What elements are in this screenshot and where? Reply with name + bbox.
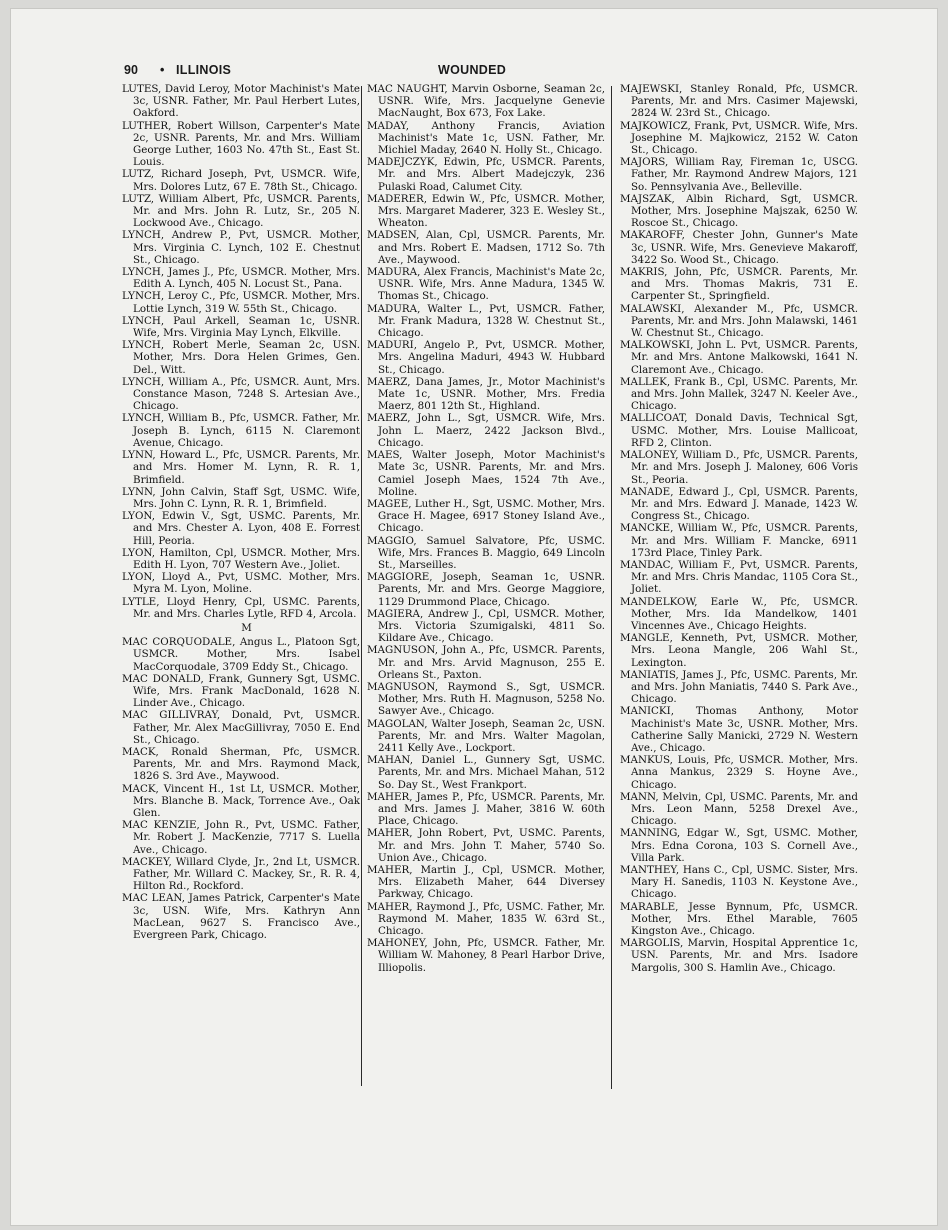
list-entry: MADAY, Anthony Francis, Aviation Machinist's Mate 1c, USN. Father, Mr. Michiel Maday, 2640 N. Holly St., Chicago. (367, 119, 605, 157)
list-entry: MAGNUSON, John A., Pfc, USMCR. Parents, Mr. and Mrs. Arvid Magnuson, 255 E. Orleans St., Paxton. (367, 644, 605, 681)
list-entry: MAKAROFF, Chester John, Gunner's Mate 3c, USNR. Wife, Mrs. Genevieve Makaroff, 3422 So. Wood St., Chicago. (620, 229, 858, 266)
list-entry: MAJKOWICZ, Frank, Pvt, USMCR. Wife, Mrs. Josephine M. Majkowicz, 2152 W. Caton St., Chicago. (620, 119, 858, 157)
list-entry: MANNING, Edgar W., Sgt, USMC. Mother, Mrs. Edna Corona, 103 S. Cornell Ave., Villa Park. (620, 827, 858, 864)
list-entry: MAC GILLIVRAY, Donald, Pvt, USMCR. Father, Mr. Alex MacGillivray, 7050 E. End St., Chicago. (122, 709, 360, 746)
column-divider (611, 86, 612, 1089)
list-entry: MANDAC, William F., Pvt, USMCR. Parents, Mr. and Mrs. Chris Mandac, 1105 Cora St., Joliet. (620, 558, 858, 596)
list-entry: MANADE, Edward J., Cpl, USMCR. Parents, Mr. and Mrs. Edward J. Manade, 1423 W. Congress St., Chicago. (620, 485, 858, 523)
list-entry: MALKOWSKI, John L. Pvt, USMCR. Parents, Mr. and Mrs. Antone Malkowski, 1641 N. Claremont Ave., Chicago. (620, 339, 858, 376)
list-entry: MAHER, Raymond J., Pfc, USMC. Father, Mr. Raymond M. Maher, 1835 W. 63rd St., Chicago. (367, 900, 605, 938)
list-entry: MANGLE, Kenneth, Pvt, USMCR. Mother, Mrs. Leona Mangle, 206 Wahl St., Lexington. (620, 632, 858, 669)
list-entry: MADEJCZYK, Edwin, Pfc, USMCR. Parents, Mr. and Mrs. Albert Madejczyk, 236 Pulaski Road, Calumet City. (367, 156, 605, 193)
section-title: WOUNDED (438, 63, 507, 77)
list-entry: MAC CORQUODALE, Angus L., Platoon Sgt, USMCR. Mother, Mrs. Isabel MacCorquodale, 3709 Eddy St., Chicago. (122, 636, 360, 673)
list-entry: MAHER, John Robert, Pvt, USMC. Parents, Mr. and Mrs. John T. Maher, 5740 So. Union Ave., Chicago. (367, 827, 605, 864)
list-entry: MANN, Melvin, Cpl, USMC. Parents, Mr. and Mrs. Leon Mann, 5258 Drexel Ave., Chicago. (620, 790, 858, 828)
list-entry: MACKEY, Willard Clyde, Jr., 2nd Lt, USMCR. Father, Mr. Willard C. Mackey, Sr., R. R. 4, Hilton Rd., Rockford. (122, 855, 360, 893)
state-title: ILLINOIS (176, 63, 232, 77)
list-entry: LYNCH, Paul Arkell, Seaman 1c, USNR. Wife, Mrs. Virginia May Lynch, Elkville. (122, 314, 360, 340)
list-entry: LYNCH, William A., Pfc, USMCR. Aunt, Mrs. Constance Mason, 7248 S. Artesian Ave., Chicago. (122, 375, 360, 413)
list-entry: MARGOLIS, Marvin, Hospital Apprentice 1c, USN. Parents, Mr. and Mrs. Isadore Margolis, 300 S. Hamlin Ave., Chicago. (620, 937, 858, 974)
list-entry: MANDELKOW, Earle W., Pfc, USMCR. Mother, Mrs. Ida Mandelkow, 1401 Vincennes Ave., Chicago Heights. (620, 595, 858, 632)
list-entry: MADSEN, Alan, Cpl, USMCR. Parents, Mr. and Mrs. Robert E. Madsen, 1712 So. 7th Ave., Maywood. (367, 229, 605, 266)
list-entry: MAES, Walter Joseph, Motor Machinist's Mate 3c, USNR. Parents, Mr. and Mrs. Camiel Joseph Maes, 1524 7th Ave., Moline. (367, 449, 605, 498)
list-entry: MAGNUSON, Raymond S., Sgt, USMCR. Mother, Mrs. Ruth H. Magnuson, 5258 No. Sawyer Ave., Chicago. (367, 680, 605, 718)
list-entry: MALLICOAT, Donald Davis, Technical Sgt, USMC. Mother, Mrs. Louise Mallicoat, RFD 2, Clinton. (620, 412, 858, 449)
list-entry: MAJORS, William Ray, Fireman 1c, USCG. Father, Mr. Raymond Andrew Majors, 121 So. Pennsylvania Ave., Belleville. (620, 156, 858, 193)
list-entry: LYNCH, William B., Pfc, USMCR. Father, Mr. Joseph B. Lynch, 6115 N. Claremont Avenue, Chicago. (122, 412, 360, 449)
list-entry: LYNN, John Calvin, Staff Sgt, USMC. Wife, Mrs. John C. Lynn, R. R. 1, Brimfield. (122, 485, 360, 510)
list-entry: MAJSZAK, Albin Richard, Sgt, USMCR. Mother, Mrs. Josephine Majszak, 6250 W. Roscoe St., Chicago. (620, 192, 858, 230)
list-entry: MAGOLAN, Walter Joseph, Seaman 2c, USN. Parents, Mr. and Mrs. Walter Magolan, 2411 Kelly Ave., Lockport. (367, 717, 605, 754)
list-entry: MANKUS, Louis, Pfc, USMCR. Mother, Mrs. Anna Mankus, 2329 S. Hoyne Ave., Chicago. (620, 754, 858, 791)
list-entry: MAGIERA, Andrew J., Cpl, USMCR. Mother, Mrs. Victoria Szumigalski, 4811 So. Kildare Ave., Chicago. (367, 607, 605, 645)
list-entry: MAHAN, Daniel L., Gunnery Sgt, USMC. Parents, Mr. and Mrs. Michael Mahan, 512 So. Day St., West Frankport. (367, 754, 605, 791)
list-entry: MAC NAUGHT, Marvin Osborne, Seaman 2c, USNR. Wife, Mrs. Jacquelyne Genevie MacNaught, Box 673, Fox Lake. (367, 83, 605, 120)
list-entry: MADURI, Angelo P., Pvt, USMCR. Mother, Mrs. Angelina Maduri, 4943 W. Hubbard St., Chicago. (367, 339, 605, 376)
list-entry: LYNN, Howard L., Pfc, USMCR. Parents, Mr. and Mrs. Homer M. Lynn, R. R. 1, Brimfield. (122, 449, 360, 486)
column-1 (122, 83, 360, 941)
list-entry: MALONEY, William D., Pfc, USMCR. Parents, Mr. and Mrs. Joseph J. Maloney, 606 Voris St., Peoria. (620, 449, 858, 486)
list-entry: LYON, Hamilton, Cpl, USMCR. Mother, Mrs. Edith H. Lyon, 707 Western Ave., Joliet. (122, 546, 360, 571)
list-entry: MAHER, Martin J., Cpl, USMCR. Mother, Mrs. Elizabeth Maher, 644 Diversey Parkway, Chicago. (367, 864, 605, 901)
column-3 (620, 83, 858, 974)
column-2 (367, 83, 605, 974)
list-entry: LYNCH, Andrew P., Pvt, USMCR. Mother, Mrs. Virginia C. Lynch, 102 E. Chestnut St., Chicago. (122, 229, 360, 266)
list-entry: LYON, Lloyd A., Pvt, USMC. Mother, Mrs. Myra M. Lyon, Moline. (122, 571, 360, 596)
list-entry: MADERER, Edwin W., Pfc, USMCR. Mother, Mrs. Margaret Maderer, 323 E. Wesley St., Wheaton. (367, 192, 605, 230)
list-entry: MAKRIS, John, Pfc, USMCR. Parents, Mr. and Mrs. Thomas Makris, 731 E. Carpenter St., Springfield. (620, 266, 858, 303)
list-entry: MAHONEY, John, Pfc, USMCR. Father, Mr. William W. Mahoney, 8 Pearl Harbor Drive, Illiopolis. (367, 937, 605, 974)
list-entry: MAGGIO, Samuel Salvatore, Pfc, USMC. Wife, Mrs. Frances B. Maggio, 649 Lincoln St., Marseilles. (367, 534, 605, 571)
list-entry: MAGEE, Luther H., Sgt, USMC. Mother, Mrs. Grace H. Magee, 6917 Stoney Island Ave., Chicago. (367, 497, 605, 535)
list-entry: MALAWSKI, Alexander M., Pfc, USMCR. Parents, Mr. and Mrs. John Malawski, 1461 W. Chestnut St., Chicago. (620, 302, 858, 340)
list-entry: MAERZ, John L., Sgt, USMCR. Wife, Mrs. John L. Maerz, 2422 Jackson Blvd., Chicago. (367, 412, 605, 449)
list-entry: MAGGIORE, Joseph, Seaman 1c, USNR. Parents, Mr. and Mrs. George Maggiore, 1129 Drummond Place, Chicago. (367, 571, 605, 608)
list-entry: MACK, Vincent H., 1st Lt, USMCR. Mother, Mrs. Blanche B. Mack, Torrence Ave., Oak Glen. (122, 782, 360, 819)
list-entry: MANICKI, Thomas Anthony, Motor Machinist's Mate 3c, USNR. Mother, Mrs. Catherine Sally Manicki, 2729 N. Western Ave., Chicago. (620, 705, 858, 754)
list-entry: MAC KENZIE, John R., Pvt, USMC. Father, Mr. Robert J. MacKenzie, 7717 S. Luella Ave., Chicago. (122, 819, 360, 856)
letter-heading: M (241, 621, 252, 634)
list-entry: LYNCH, James J., Pfc, USMCR. Mother, Mrs. Edith A. Lynch, 405 N. Locust St., Pana. (122, 266, 360, 291)
list-entry: LYTLE, Lloyd Henry, Cpl, USMC. Parents, Mr. and Mrs. Charles Lytle, RFD 4, Arcola. (122, 595, 360, 620)
list-entry: MANCKE, William W., Pfc, USMCR. Parents, Mr. and Mrs. William F. Mancke, 6911 173rd Place, Tinley Park. (620, 522, 858, 559)
list-entry: MARABLE, Jesse Bynnum, Pfc, USMCR. Mother, Mrs. Ethel Marable, 7605 Kingston Ave., Chicago. (620, 900, 858, 938)
page-number: 90 (124, 63, 138, 77)
list-entry: MAERZ, Dana James, Jr., Motor Machinist's Mate 1c, USNR. Mother, Mrs. Fredia Maerz, 801 12th St., Highland. (367, 375, 605, 413)
column-divider (361, 86, 362, 1086)
list-entry: MAC LEAN, James Patrick, Carpenter's Mate 3c, USN. Wife, Mrs. Kathryn Ann MacLean, 9627 S. Francisco Ave., Evergreen Park, Chicago. (122, 892, 360, 942)
list-entry: LYON, Edwin V., Sgt, USMC. Parents, Mr. and Mrs. Chester A. Lyon, 408 E. Forrest Hill, Peoria. (122, 510, 360, 547)
list-entry: MANIATIS, James J., Pfc, USMC. Parents, Mr. and Mrs. John Maniatis, 7440 S. Park Ave., Chicago. (620, 668, 858, 706)
list-entry: LYNCH, Robert Merle, Seaman 2c, USN. Mother, Mrs. Dora Helen Grimes, Gen. Del., Witt. (122, 339, 360, 376)
list-entry: LUTZ, William Albert, Pfc, USMCR. Parents, Mr. and Mrs. John R. Lutz, Sr., 205 N. Lockwood Ave., Chicago. (122, 192, 360, 230)
list-entry: MADURA, Alex Francis, Machinist's Mate 2c, USNR. Wife, Mrs. Anne Madura, 1345 W. Thomas St., Chicago. (367, 266, 605, 303)
list-entry: MACK, Ronald Sherman, Pfc, USMCR. Parents, Mr. and Mrs. Raymond Mack, 1826 S. 3rd Ave., Maywood. (122, 745, 360, 783)
list-entry: MAJEWSKI, Stanley Ronald, Pfc, USMCR. Parents, Mr. and Mrs. Casimer Majewski, 2824 W. 23rd St., Chicago. (620, 83, 858, 120)
list-entry: MAC DONALD, Frank, Gunnery Sgt, USMC. Wife, Mrs. Frank MacDonald, 1628 N. Linder Ave., Chicago. (122, 672, 360, 710)
header-bullet: • (160, 63, 165, 77)
list-entry: LUTES, David Leroy, Motor Machinist's Mate 3c, USNR. Father, Mr. Paul Herbert Lutes, Oakford. (122, 83, 360, 120)
list-entry: MADURA, Walter L., Pvt, USMCR. Father, Mr. Frank Madura, 1328 W. Chestnut St., Chicago. (367, 302, 605, 340)
list-entry: LUTHER, Robert Willson, Carpenter's Mate 2c, USNR. Parents, Mr. and Mrs. William George Luther, 1603 No. 47th St., East St. Louis. (122, 119, 360, 169)
list-entry: LYNCH, Leroy C., Pfc, USMCR. Mother, Mrs. Lottie Lynch, 319 W. 55th St., Chicago. (122, 290, 360, 315)
list-entry: LUTZ, Richard Joseph, Pvt, USMCR. Wife, Mrs. Dolores Lutz, 67 E. 78th St., Chicago. (122, 168, 360, 193)
list-entry: MAHER, James P., Pfc, USMCR. Parents, Mr. and Mrs. James J. Maher, 3816 W. 60th Place, Chicago. (367, 790, 605, 828)
page-header (124, 63, 864, 79)
list-entry: MANTHEY, Hans C., Cpl, USMC. Sister, Mrs. Mary H. Sanedis, 1103 N. Keystone Ave., Chicago. (620, 864, 858, 901)
list-entry: MALLEK, Frank B., Cpl, USMC. Parents, Mr. and Mrs. John Mallek, 3247 N. Keeler Ave., Chicago. (620, 375, 858, 413)
